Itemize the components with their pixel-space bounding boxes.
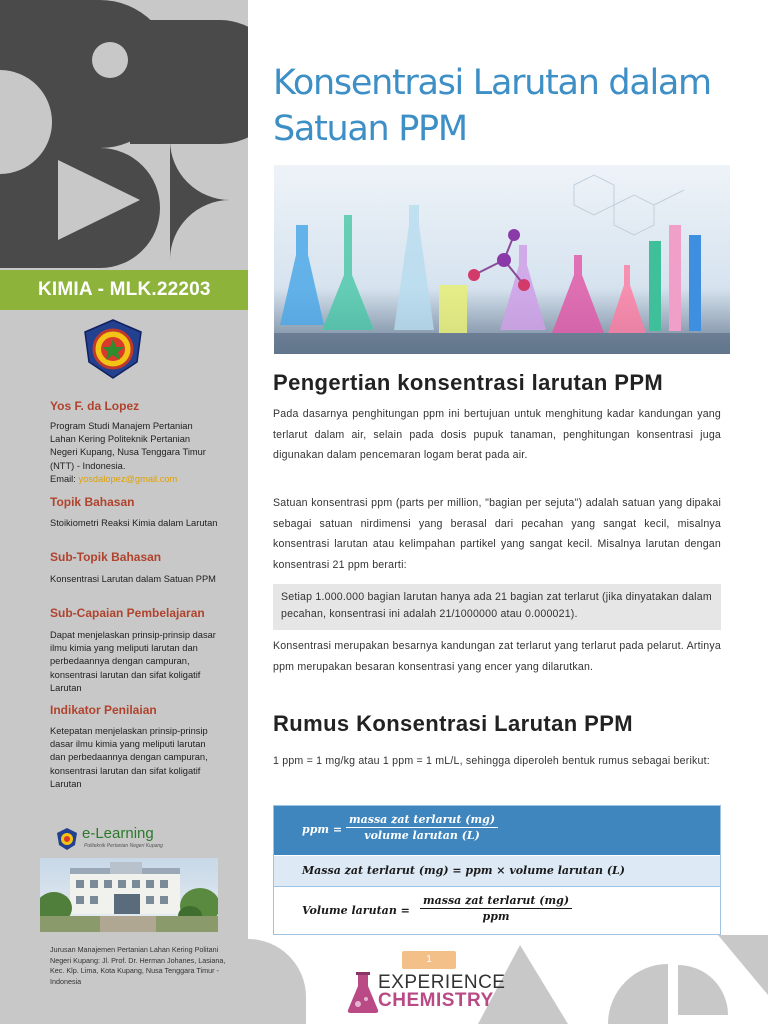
formula3-denominator: ppm [482,910,510,923]
formula-row-volume [274,886,720,934]
formula3-lhs: Volume larutan = [302,904,410,917]
campus-building-photo [40,858,218,932]
author-affiliation [50,420,218,486]
elearning-label: e-Learning [82,825,154,842]
section1-heading: Pengertian konsentrasi larutan PPM [273,370,664,395]
brand-experience: EXPERIENCE [378,972,506,993]
example-callout: Setiap 1.000.000 bagian larutan hanya ada 21 bagian zat terlarut (jika dinyatakan dalam pecahan, konsentrasi ini adalah 21/1000000 atau 0.000021). [273,584,721,630]
capaian-heading: Sub-Capaian Pembelajaran [50,606,205,620]
elearning-subtitle: Politeknik Pertanian Negeri Kupang [84,843,163,849]
indikator-text: Ketepatan menjelaskan prinsip-prinsip dasar ilmu kimia yang meliputi larutan dan perbedaannya dengan campuran, konsentrasi larutan dan sifat koligatif Larutan [50,726,208,789]
section1-paragraph-2: Satuan konsentrasi ppm (parts per million, "bagian per sejuta") adalah satuan yang dipakai sebagai satuan nirdimensi yang berasal dari pecahan yang sangat kecil, misalnya konsentrasi larutan atau kelimpahan partikel yang sangat kecil. Misalnya larutan dengan konsentrasi 21 ppm berarti: [273,497,721,571]
decorative-shapes-bottom [248,935,768,1024]
affiliation-text: Program Studi Manajem Pertanian Lahan Kering Politeknik Pertanian Negeri Kupang, Nusa Tenggara Timur (NTT) - Indonesia. [50,421,206,471]
page-title: Konsentrasi Larutan dalam Satuan PPM [273,63,711,149]
formula-row-massa [274,855,720,886]
elearning-emblem-icon [56,827,78,851]
flask-logo-icon [346,972,380,1014]
formula3-numerator: massa zat terlarut (mg) [420,894,572,909]
subtopik-heading: Sub-Topik Bahasan [50,550,162,564]
section1-paragraph-1: Pada dasarnya penghitungan ppm ini bertujuan untuk menghitung kadar kandungan yang terlarut dalam air, selain pada dosis pupuk tanaman, penghitungan konsentrasi juga digunakan dalam pencemaran logam berat pada air. [273,408,721,461]
section1-paragraph-3: Konsentrasi merupakan besarnya kandungan zat terlarut yang terlarut pada pelarut. Artinya ppm merupakan besaran konsentrasi yang encer yang dilarutkan. [273,640,721,673]
email-link[interactable]: yosdalopez@gmail.com [78,473,178,484]
capaian-text: Dapat menjelaskan prinsip-prinsip dasar ilmu kimia yang meliputi larutan dan perbedaannya dengan campuran, konsentrasi larutan dan sifat koligatif Larutan [50,630,216,693]
elearning-logo[interactable] [56,824,176,856]
section2-heading: Rumus Konsentrasi Larutan PPM [273,711,633,736]
indikator-heading: Indikator Penilaian [50,703,157,717]
page-number-badge: 1 [402,951,456,969]
section2-paragraph-1: 1 ppm = 1 mg/kg atau 1 ppm = 1 mL/L, sehingga diperoleh bentuk rumus sebagai berikut: [273,755,710,767]
formula2-text: Massa zat terlarut (mg) = ppm × volume larutan (L) [302,864,625,877]
formula1-lhs: ppm = [302,823,343,836]
formula1-fraction [346,813,498,842]
author-name: Yos F. da Lopez [50,399,140,413]
subtopik-text: Konsentrasi Larutan dalam Satuan PPM [50,574,216,584]
institution-address: Jurusan Manajemen Pertanian Lahan Kering Politani Negeri Kupang: Jl. Prof. Dr. Herman Johanes, Lasiana, Kec. Klp. Lima, Kota Kupang, Nusa Tenggara Timur - Indonesia [50,945,226,986]
topik-text: Stoikiometri Reaksi Kimia dalam Larutan [50,518,218,528]
sidebar [0,0,248,1024]
decorative-shapes-top [0,0,248,270]
formula1-numerator: massa zat terlarut (mg) [346,813,498,828]
course-code-banner: KIMIA - MLK.22203 [0,270,248,310]
topik-heading: Topik Bahasan [50,495,135,509]
university-logo-icon [81,318,145,380]
lab-glassware-hero-image [274,165,730,354]
formula3-fraction [420,894,572,923]
formula-table [273,805,721,935]
email-label: Email: [50,473,76,484]
formula-row-ppm [274,806,720,855]
brand-chemistry: CHEMISTRY [378,990,494,1011]
formula1-denominator: volume larutan (L) [364,829,480,842]
